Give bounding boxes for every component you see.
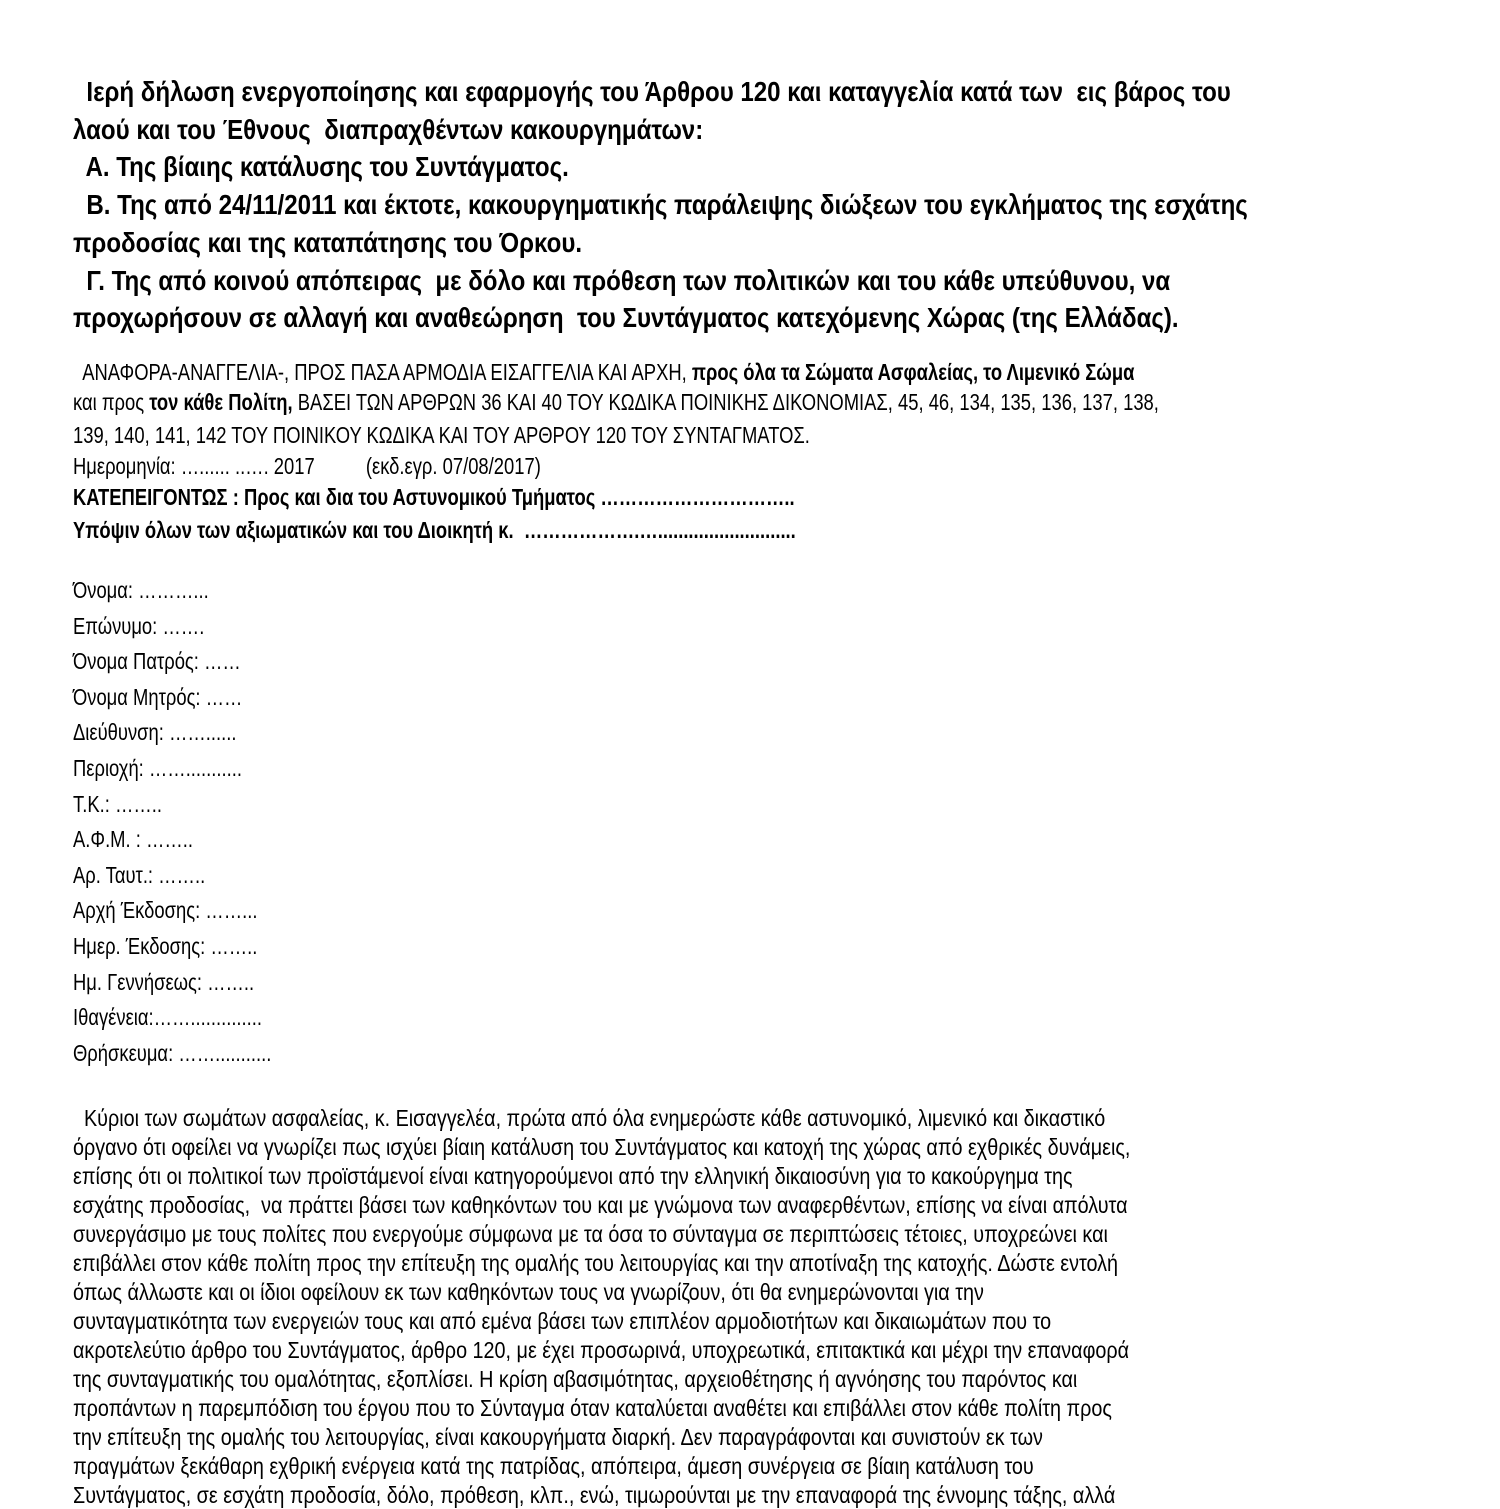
title-line [73,264,1170,298]
header-line [73,483,795,511]
title-line [73,188,1248,222]
form-field: Επώνυμο: ……. [73,612,205,639]
text-segment: ΑΝΑΦΟΡΑ-ΑΝΑΓΓΕΛΙΑ-, ΠΡΟΣ ΠΑΣΑ ΑΡΜΟΔΙΑ ΕΙΣΑΓΓΕΛΙΑ ΚΑΙ ΑΡΧΗ, [73,359,692,385]
header-line [73,358,1134,386]
paragraph-line: πραγμάτων ξεκάθαρη εχθρική ενέργεια κατά της πατρίδας, απόπειρα, άμεση συνέργεια σε βίαιη κατάλυση του [73,1453,1034,1479]
text-segment: Γ. Της από κοινού απόπειρας με δόλο και πρόθεση των πολιτικών και του κάθε υπεύθυνου, να [73,264,1171,296]
paragraph-line: συνταγματικότητα των ενεργειών τους και από εμένα βάσει των επιπλέον αρμοδιοτήτων και δικαιωμάτων που το [73,1308,1052,1334]
paragraph-line: συνεργάσιμο με τους πολίτες που ενεργούμε σύμφωνα με τα όσα το σύνταγμα σε περιπτώσεις τέτοιες, υποχρεώνει και [73,1221,1108,1247]
text-segment: Υπόψιν όλων των αξιωματικών και του Διοικητή κ. ……………….…........................... [73,517,796,543]
text-segment: Ιερή δήλωση ενεργοποίησης και εφαρμογής του Άρθρου 120 και καταγγελία κατά των εις βάρος του [73,76,1231,107]
title-line [73,150,569,184]
form-field: Αρχή Έκδοσης: ……... [73,897,258,924]
text-segment: ΚΑΤΕΠΕΙΓΟΝΤΩΣ : Προς και δια του Αστυνομικού Τμήματος ………………………….. [73,484,795,510]
form-field: Α.Φ.Μ. : …….. [73,826,193,853]
text-segment: και προς [73,389,150,415]
text-segment: τον κάθε Πολίτη, [149,389,293,415]
text-segment: 139, 140, 141, 142 ΤΟΥ ΠΟΙΝΙΚΟΥ ΚΩΔΙΚΑ ΚΑΙ ΤΟΥ ΑΡΘΡΟΥ 120 ΤΟΥ ΣΥΝΤΑΓΜΑΤΟΣ. [73,422,810,448]
header-line [73,452,541,480]
text-segment: προδοσίας και της καταπάτησης του Όρκου. [73,226,583,258]
title-line [73,301,1179,335]
paragraph-line: εσχάτης προδοσίας, να πράττει βάσει των καθηκόντων του και με γνώμονα των αναφερθέντων, επίσης να είναι απόλυτα [73,1192,1128,1218]
form-field: Περιοχή: ……........... [73,755,242,781]
text-segment: ΒΑΣΕΙ ΤΩΝ ΑΡΘΡΩΝ 36 ΚΑΙ 40 ΤΟΥ ΚΩΔΙΚΑ ΠΟΙΝΙΚΗΣ ΔΙΚΟΝΟΜΙΑΣ, 45, 46, 134, 135, 136, 137, 138, [292,389,1159,415]
header-line [73,421,810,449]
form-field: Όνομα: ………... [73,577,209,603]
paragraph-line: επίσης ότι οι πολιτικοί των προϊστάμενοί είναι κατηγορούμενοι από την ελληνική δικαιοσύνη για το κακούργημα της [73,1163,1073,1189]
form-field: Όνομα Μητρός: …… [73,683,243,710]
paragraph-line: Συντάγματος, σε εσχάτη προδοσία, δόλο, πρόθεση, κλπ., ενώ, τιμωρούνται με την επαναφορά της έννομης τάξης, αλλά [73,1482,1116,1508]
text-segment: Α. Της βίαιης κατάλυσης του Συντάγματος. [73,151,569,183]
form-field: Διεύθυνση: ……...... [73,719,237,746]
text-segment: προχωρήσουν σε αλλαγή και αναθεώρηση του Συντάγματος κατεχόμενης Χώρας (της Ελλάδας). [73,302,1179,334]
form-field: Θρήσκευμα: ……........... [73,1039,272,1066]
text-segment: λαού και του Έθνους διαπραχθέντων κακουργημάτων: [73,113,704,145]
form-field: Ημερ. Έκδοσης: …….. [73,933,258,959]
text-segment: Β. Της από 24/11/2011 και έκτοτε, κακουργηματικής παράλειψης διώξεων του εγκλήματος της εσχάτης [73,189,1248,221]
paragraph-line: όπως άλλωστε και οι ίδιοι οφείλουν εκ των καθηκόντων τους να γνωρίζουν, ότι θα ενημερώνονται για την [73,1279,984,1305]
paragraph-line: ακροτελεύτιο άρθρο του Συντάγματος, άρθρο 120, με έχει προσωρινά, υποχρεωτικά, επιτακτικά και μέχρι την επαναφορά [73,1337,1130,1363]
paragraph-line: Κύριοι των σωμάτων ασφαλείας, κ. Εισαγγελέα, πρώτα από όλα ενημερώστε κάθε αστυνομικό, λιμενικό και δικαστικό [73,1105,1106,1131]
title-line [73,75,1231,109]
form-field: Ιθαγένεια:…….............. [73,1004,262,1031]
title-line [73,113,703,147]
paragraph-line: όργανο ότι οφείλει να γνωρίζει πως ισχύει βίαιη κατάλυση του Συντάγματος και κατοχή της χώρας από εχθρικές δυνάμεις, [73,1134,1131,1160]
header-line [73,516,796,544]
paragraph-line: επιβάλλει στον κάθε πολίτη προς την επίτευξη της ομαλής του λειτουργίας και την αποτίναξη της κατοχής. Δώστε εντολή [73,1250,1119,1276]
form-field: Όνομα Πατρός: …… [73,648,241,675]
form-field: Ημ. Γεννήσεως: …….. [73,968,255,995]
text-segment: Ημερομηνία: …...... ..…. 2017 (εκδ.εγρ. 07/08/2017) [73,453,541,479]
form-field: Τ.Κ.: …….. [73,790,162,817]
paragraph-line: την επίτευξη της ομαλής του λειτουργίας, είναι κακουργήματα διαρκή. Δεν παραγράφονται και συνιστούν εκ των [73,1424,1043,1450]
title-line [73,226,582,260]
text-segment: προς όλα τα Σώματα Ασφαλείας, το Λιμενικό Σώμα [691,359,1135,385]
form-field: Αρ. Ταυτ.: …….. [73,861,206,888]
paragraph-line: προπάντων η παρεμπόδιση του έργου που το Σύνταγμα όταν καταλύεται αναθέτει και επιβάλλει στον κάθε πολίτη προς [73,1395,1112,1421]
header-line [73,388,1159,416]
paragraph-line: της συνταγματικής του ομαλότητας, εξοπλίσει. Η κρίση αβασιμότητας, αρχειοθέτησης ή αγνόησης του παρόντος και [73,1366,1078,1392]
